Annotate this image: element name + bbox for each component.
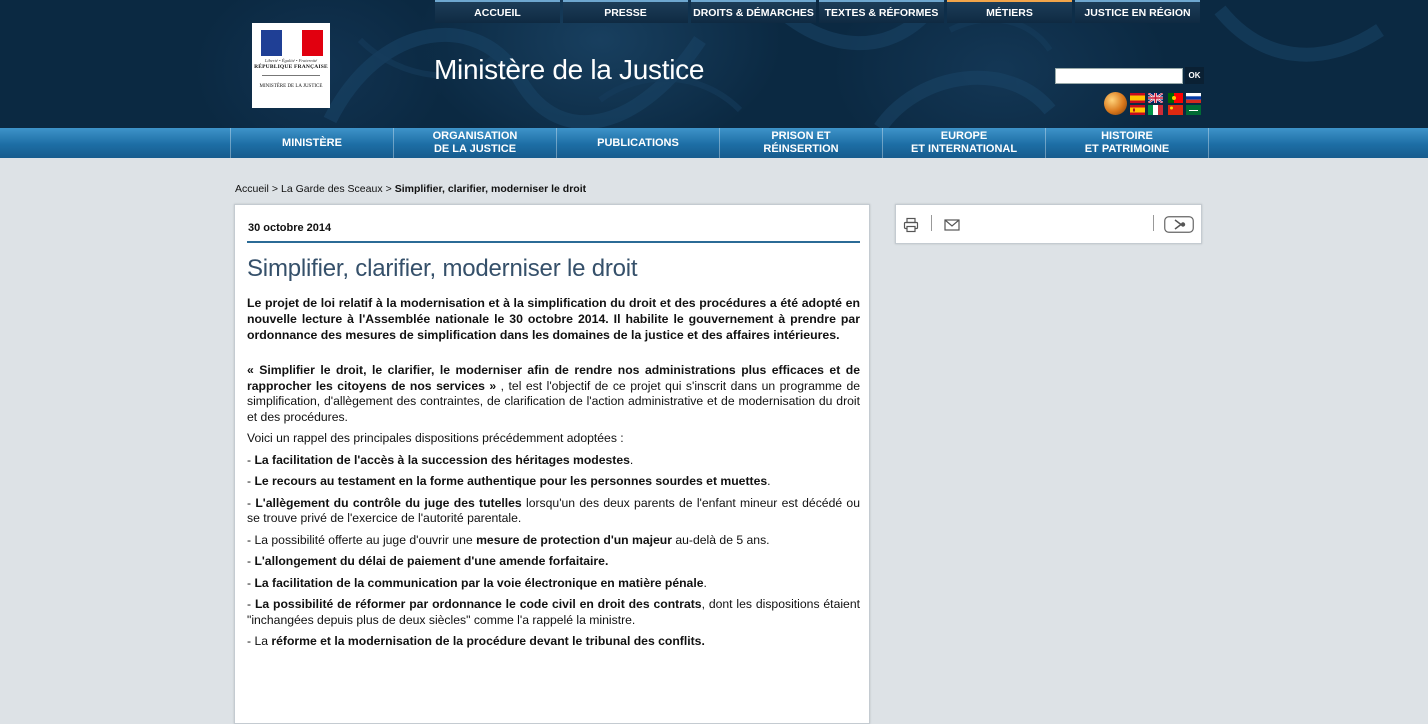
disposition-prefix: -: [247, 554, 255, 568]
spanish-flag-icon[interactable]: [1130, 93, 1145, 103]
disposition-prefix: -: [247, 474, 255, 488]
disposition-bold: La facilitation de l'accès à la succession des héritages modestes: [254, 452, 630, 467]
disposition-suffix: lorsqu'un des deux parents de l'enfant mineur est décédé ou se trouve privé de l'exercice de l'autorité parentale.: [247, 495, 860, 525]
disposition-prefix: - La: [247, 634, 272, 648]
main-nav-organisation[interactable]: ORGANISATION DE LA JUSTICE: [394, 128, 557, 158]
logo-ministere: MINISTÈRE DE LA JUSTICE: [259, 84, 323, 89]
disposition-item: [247, 474, 860, 490]
disposition-item: [247, 576, 860, 592]
breadcrumb-separator: >: [385, 183, 392, 195]
logo-republique: RÉPUBLIQUE FRANÇAISE: [254, 64, 328, 70]
date-divider: [247, 241, 860, 243]
disposition-prefix: -: [247, 495, 256, 510]
article: [234, 204, 870, 724]
disposition-bold: mesure de protection d'un majeur: [476, 532, 672, 547]
main-nav-ministere[interactable]: MINISTÈRE: [230, 128, 394, 158]
search-ok-button[interactable]: OK: [1185, 67, 1204, 84]
disposition-item: [247, 597, 860, 628]
breadcrumb-accueil[interactable]: Accueil: [235, 183, 269, 195]
article-lead: Le projet de loi relatif à la modernisation et à la simplification du droit et des procédures a été adopté en nouvelle lecture à l'Assemblée nationale le 30 octobre 2014. Il habilite le gouvernement à prendre par ordonnance des mesures de simplification dans les domaines de la justice et des affaires intérieures.: [247, 296, 860, 342]
disposition-suffix: .: [629, 452, 634, 467]
disposition-suffix: .: [703, 575, 707, 590]
search-input[interactable]: [1055, 68, 1183, 84]
english-flag-icon[interactable]: [1148, 93, 1163, 103]
marianne-logo[interactable]: [252, 23, 330, 108]
disposition-item: [247, 634, 860, 650]
top-nav-droits-demarches[interactable]: DROITS & DÉMARCHES: [691, 0, 816, 23]
disposition-suffix: .: [767, 474, 771, 488]
email-icon[interactable]: [944, 219, 960, 231]
main-nav-prison[interactable]: PRISON ET RÉINSERTION: [720, 128, 883, 158]
disposition-prefix: -: [247, 575, 255, 590]
top-nav-accueil[interactable]: ACCUEIL: [435, 0, 560, 23]
disposition-bold: L'allongement du délai de paiement d'une amende forfaitaire.: [254, 554, 609, 568]
logo-divider: [262, 75, 320, 76]
disposition-item: [247, 496, 860, 527]
disposition-prefix: -: [247, 452, 255, 467]
toolbox-divider: [1153, 215, 1154, 231]
disposition-item: [247, 453, 860, 469]
share-icon[interactable]: [1164, 216, 1194, 233]
main-nav-histoire[interactable]: HISTOIRE ET PATRIMOINE: [1046, 128, 1209, 158]
main-nav: [0, 128, 1428, 158]
quote-bold: « Simplifier le droit, le clarifier, le moderniser afin de rendre nos administrations plus efficaces et de rapprocher les citoyens de nos services »: [247, 363, 860, 393]
flag-blue-band: [261, 30, 282, 56]
disposition-bold: réforme et la modernisation de la procédure devant le tribunal des conflits.: [271, 634, 705, 648]
site-header: [0, 0, 1428, 128]
toolbox-divider: [931, 215, 932, 231]
language-flags: [1130, 93, 1202, 117]
top-nav: [435, 0, 1200, 23]
spanish-alt-flag-icon[interactable]: [1130, 105, 1145, 115]
dispositions-intro: Voici un rappel des principales dispositions précédemment adoptées :: [247, 431, 624, 445]
disposition-item: [247, 533, 860, 549]
arabic-flag-icon[interactable]: [1186, 105, 1201, 115]
breadcrumb: [235, 183, 586, 195]
globe-icon[interactable]: [1104, 92, 1127, 115]
top-nav-metiers[interactable]: MÉTIERS: [947, 0, 1072, 23]
flag-white-band: [282, 30, 303, 56]
french-flag-icon: [261, 30, 323, 56]
disposition-bold: La facilitation de la communication par la voie électronique en matière pénale: [254, 575, 704, 590]
breadcrumb-separator: >: [271, 183, 278, 195]
main-nav-europe[interactable]: EUROPE ET INTERNATIONAL: [883, 128, 1046, 158]
disposition-suffix: au-delà de 5 ans.: [671, 532, 770, 547]
portuguese-flag-icon[interactable]: [1168, 93, 1183, 103]
breadcrumb-garde-des-sceaux[interactable]: La Garde des Sceaux: [281, 183, 383, 195]
russian-flag-icon[interactable]: [1186, 93, 1201, 103]
disposition-item: [247, 554, 860, 570]
italian-flag-icon[interactable]: [1148, 105, 1163, 115]
disposition-prefix: -: [247, 597, 255, 611]
article-date: 30 octobre 2014: [248, 222, 332, 234]
print-icon[interactable]: [903, 217, 919, 233]
chinese-flag-icon[interactable]: [1168, 105, 1183, 115]
disposition-bold: La possibilité de réformer par ordonnance le code civil en droit des contrats: [254, 597, 702, 611]
disposition-prefix: - La possibilité offerte au juge d'ouvrir une: [247, 532, 477, 547]
article-body: [247, 295, 860, 656]
quote-rest: , tel est l'objectif de ce projet qui s'inscrit dans un programme de simplification, d'allègement des contraintes, de clarification de l'action administrative et de modernisation du droit et des procédures.: [247, 378, 860, 424]
breadcrumb-current: Simplifier, clarifier, moderniser le droit: [394, 183, 587, 195]
article-toolbox: [895, 204, 1202, 244]
logo-motto: Liberté • Égalité • Fraternité: [264, 58, 318, 63]
disposition-bold: Le recours au testament en la forme authentique pour les personnes sourdes et muettes: [254, 474, 768, 488]
site-title[interactable]: Ministère de la Justice: [434, 54, 705, 85]
article-quote: [247, 363, 860, 425]
disposition-suffix: , dont les dispositions étaient "inchangées depuis plus de deux siècles" comme l'a rappelé la ministre.: [247, 597, 860, 627]
page-title: Simplifier, clarifier, moderniser le droit: [247, 255, 638, 282]
main-nav-publications[interactable]: PUBLICATIONS: [557, 128, 720, 158]
disposition-bold: L'allègement du contrôle du juge des tutelles: [255, 495, 522, 510]
top-nav-justice-en-region[interactable]: JUSTICE EN RÉGION: [1075, 0, 1200, 23]
flag-red-band: [302, 30, 323, 56]
top-nav-presse[interactable]: PRESSE: [563, 0, 688, 23]
top-nav-textes-reformes[interactable]: TEXTES & RÉFORMES: [819, 0, 944, 23]
